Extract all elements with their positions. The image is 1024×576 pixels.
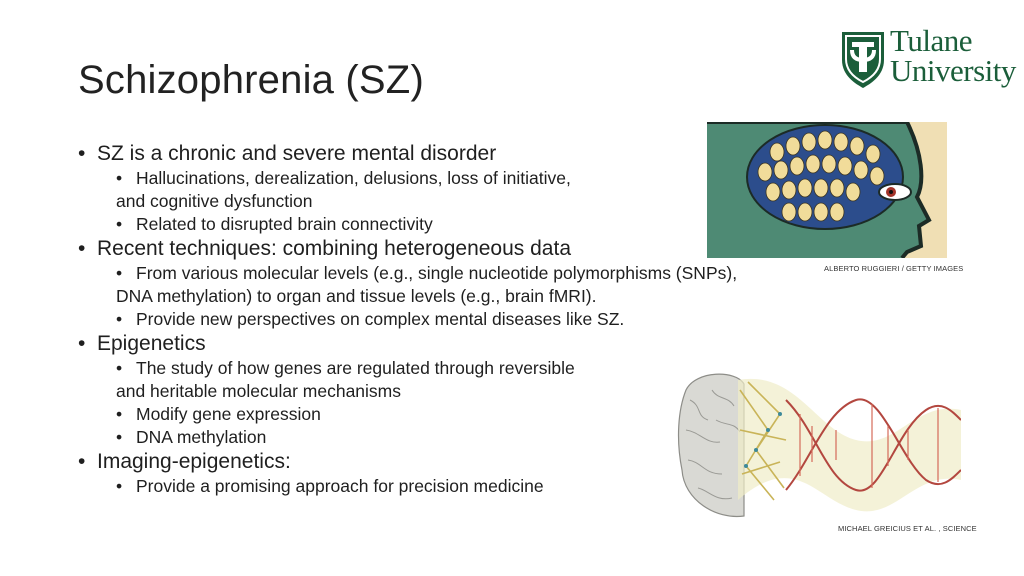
tulane-shield-icon <box>840 30 886 90</box>
sub-bullet-3-3: • DNA methylation <box>116 426 818 449</box>
sub-bullet-3-1: • The study of how genes are regulated through reversible and heritable molecular mechanisms <box>116 357 818 403</box>
sub-bullet-1-2: • Related to disrupted brain connectivity <box>116 213 818 236</box>
sub-bullet-cont: and heritable molecular mechanisms <box>116 381 401 401</box>
bullet-4: • Imaging-epigenetics: <box>78 449 818 475</box>
image-credit-2: MICHAEL GREICIUS ET AL. , SCIENCE <box>838 524 977 533</box>
sub-bullet-text: DNA methylation <box>136 427 267 447</box>
slide-title: Schizophrenia (SZ) <box>78 58 424 102</box>
sub-bullet-text: Hallucinations, derealization, delusions, loss of initiative, <box>136 168 571 188</box>
bullet-1: • SZ is a chronic and severe mental disorder <box>78 141 818 167</box>
tulane-logo <box>838 23 1024 98</box>
sub-bullet-cont: DNA methylation) to organ and tissue levels (e.g., brain fMRI). <box>116 286 597 306</box>
sub-bullet-text: Provide new perspectives on complex mental diseases like SZ. <box>136 309 625 329</box>
logo-wordmark <box>890 23 1016 88</box>
logo-line-2: University <box>890 53 1016 88</box>
logo-line-1: Tulane <box>890 23 972 58</box>
head-faces-illustration <box>707 122 947 258</box>
sub-bullet-text: Provide a promising approach for precision medicine <box>136 476 544 496</box>
sub-bullet-4-1: • Provide a promising approach for precision medicine <box>116 475 818 498</box>
image-credit-1: ALBERTO RUGGIERI / GETTY IMAGES <box>824 264 964 273</box>
sub-bullet-2-2: • Provide new perspectives on complex mental diseases like SZ. <box>116 308 818 331</box>
sub-bullet-1-1: • Hallucinations, derealization, delusions, loss of initiative, and cognitive dysfunction <box>116 167 818 213</box>
bullet-2: • Recent techniques: combining heterogeneous data <box>78 236 818 262</box>
sub-bullet-text: From various molecular levels (e.g., single nucleotide polymorphisms (SNPs), <box>136 263 738 283</box>
sub-bullet-text: The study of how genes are regulated through reversible <box>136 358 575 378</box>
sub-bullet-text: Modify gene expression <box>136 404 321 424</box>
sub-bullet-cont: and cognitive dysfunction <box>116 191 313 211</box>
brain-dna-illustration <box>676 370 961 520</box>
bullet-3: • Epigenetics <box>78 331 818 357</box>
sub-bullet-3-2: • Modify gene expression <box>116 403 818 426</box>
sub-bullet-text: Related to disrupted brain connectivity <box>136 214 433 234</box>
sub-bullet-2-1: • From various molecular levels (e.g., single nucleotide polymorphisms (SNPs), DNA methylation) to organ and tissue levels (e.g., brain fMRI). <box>116 262 818 308</box>
